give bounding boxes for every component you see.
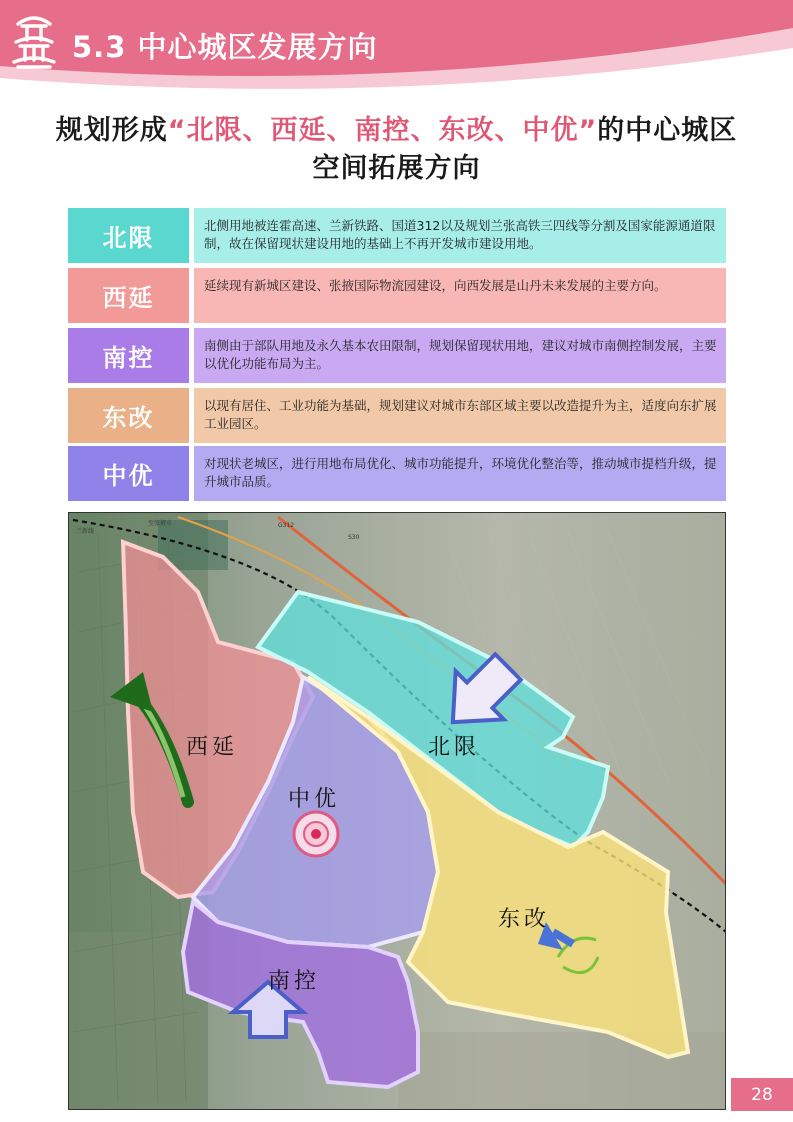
zone-label-south: 南控 (268, 969, 321, 994)
tower-logo-icon (8, 10, 60, 72)
direction-row-center (68, 446, 726, 501)
highway-road-label: G312 (278, 522, 295, 529)
direction-text: 南侧由于部队用地及永久基本农田限制，规划保留现状用地，建议对城市南侧控制发展，主要以优化功能布局为主。 (194, 328, 726, 383)
heading-suffix: 的中心城区 (597, 115, 738, 146)
zone-label-center: 中优 (288, 787, 341, 812)
expressway-road-label: S30 (348, 534, 360, 541)
header-band (0, 0, 793, 100)
heading-line-2: 空间拓展方向 (312, 153, 481, 184)
direction-label: 北限 (68, 208, 189, 263)
center-target-icon (294, 812, 338, 856)
direction-row-south (68, 328, 726, 383)
direction-row-north (68, 208, 726, 263)
east-road-label: 至张掖市 (148, 520, 173, 527)
direction-text: 北侧用地被连霍高速、兰新铁路、国道312以及规划兰张高铁三四线等分割及国家能源通道限制，故在保留现状建设用地的基础上不再开发城市建设用地。 (194, 208, 726, 263)
section-title: 5.3 中心城区发展方向 (72, 30, 378, 64)
heading-prefix: 规划形成 (55, 115, 168, 146)
direction-row-west (68, 268, 726, 323)
direction-text: 对现状老城区，进行用地布局优化、城市功能提升，环境优化整治等，推动城市提档升级，提升城市品质。 (194, 446, 726, 501)
heading-line-1 (0, 112, 793, 150)
rail-road-label: 兰新线 (76, 528, 95, 535)
direction-row-east (68, 388, 726, 443)
zone-label-east: 东改 (498, 907, 551, 932)
direction-label: 中优 (68, 446, 189, 501)
direction-label: 东改 (68, 388, 189, 443)
direction-label: 南控 (68, 328, 189, 383)
zone-label-north: 北限 (428, 735, 481, 760)
heading-highlight: “北限、西延、南控、东改、中优” (167, 115, 598, 146)
zone-label-west: 西延 (186, 735, 239, 760)
direction-text: 延续现有新城区建设、张掖国际物流园建设，向西发展是山丹未来发展的主要方向。 (194, 268, 726, 323)
direction-text: 以现有居住、工业功能为基础，规划建议对城市东部区域主要以改造提升为主，适度向东扩展工业园区。 (194, 388, 726, 443)
planning-map (68, 512, 726, 1110)
page-heading (0, 112, 793, 188)
map-graphic (68, 512, 726, 1110)
page-number: 28 (731, 1078, 793, 1111)
direction-label: 西延 (68, 268, 189, 323)
